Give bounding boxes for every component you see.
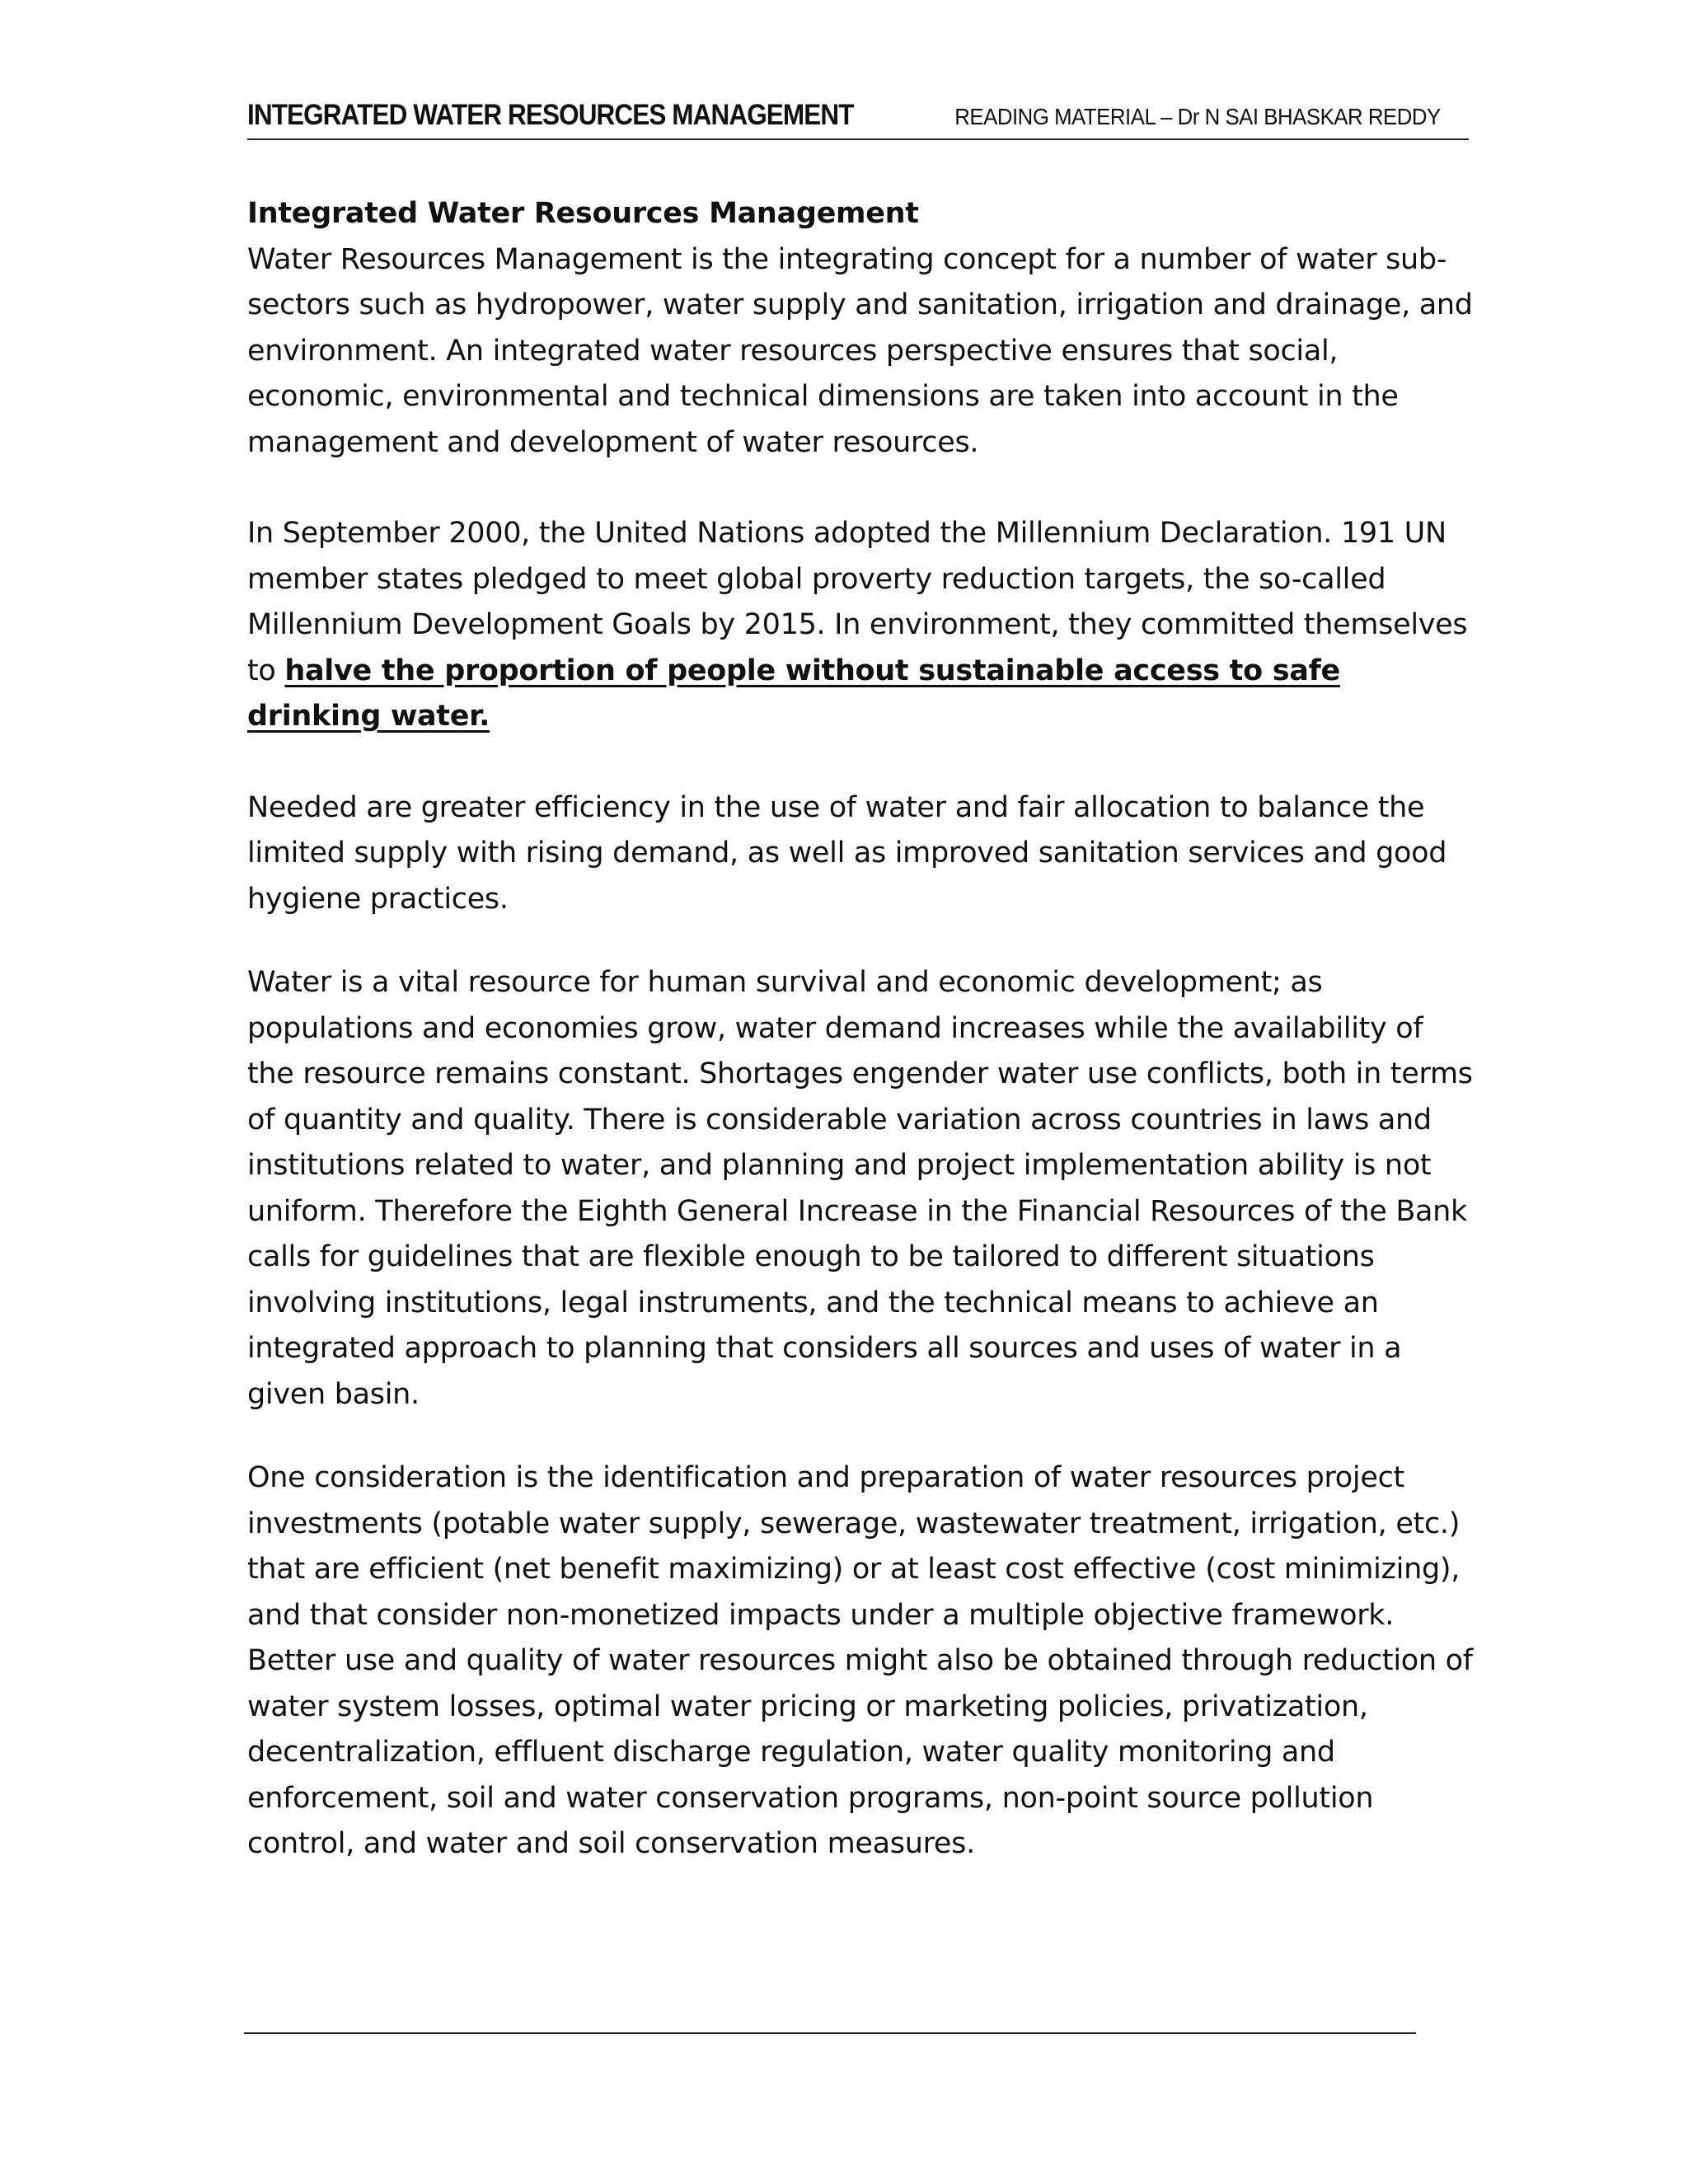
header-document-title: INTEGRATED WATER RESOURCES MANAGEMENT [247, 99, 854, 131]
paragraph-millennium [247, 511, 1475, 740]
paragraph-efficiency: Needed are greater efficiency in the use of water and fair allocation to balance the limited supply with rising demand, as well as improved sanitation services and good hygiene practices. [247, 790, 1447, 916]
paragraph-vital-resource: Water is a vital resource for human survival and economic development; as populations and economies grow, water demand increases while the availability of the resource remains constant. Shortages engender water use conflicts, both in terms of quantity and quality. There is considerable variation across countries in laws and institutions related to water, and planning and project implementation ability is not uniform. Therefore the Eighth General Increase in the Financial Resources of the Bank calls for guidelines that are flexible enough to be tailored to different situations involving institutions, legal instruments, and the technical means to achieve an integrated approach to planning that considers all sources and uses of water in a given basin. [247, 966, 1473, 1411]
paragraph-investments: One consideration is the identification and preparation of water resources project investments (potable water supply, sewerage, wastewater treatment, irrigation, etc.) that are efficient (net benefit maximizing) or at least cost effective (cost minimizing), and that consider non-monetized impacts under a multiple objective framework. Better use and quality of water resources might also be obtained through reduction of water system losses, optimal water pricing or marketing policies, privatization, decentralization, effluent discharge regulation, water quality monitoring and enforcement, soil and water conservation programs, non-point source pollution control, and water and soil conservation measures. [247, 1461, 1473, 1860]
paragraph-intro: Water Resources Management is the integrating concept for a number of water sub-sectors such as hydropower, water supply and sanitation, irrigation and drainage, and environment. An integrated water resources perspective ensures that social, economic, environmental and technical dimensions are taken into account in the management and development of water resources. [247, 242, 1473, 459]
footer-rule [244, 2032, 1416, 2034]
document-body [247, 191, 1475, 1868]
header-reading-material-author: READING MATERIAL – Dr N SAI BHASKAR REDDY [954, 104, 1441, 129]
section-title: Integrated Water Resources Management [247, 197, 919, 230]
millennium-goal-emphasis: halve the proportion of people without sustainable access to safe drinking water. [247, 654, 1340, 733]
page-header [247, 97, 1469, 140]
paragraph-millennium-text: In September 2000, the United Nations adopted the Millennium Declaration. 191 UN member states pledged to meet global proverty reduction targets, the so-called Millennium Development Goals by 2015. In environment, they committed themselves to [247, 517, 1468, 687]
